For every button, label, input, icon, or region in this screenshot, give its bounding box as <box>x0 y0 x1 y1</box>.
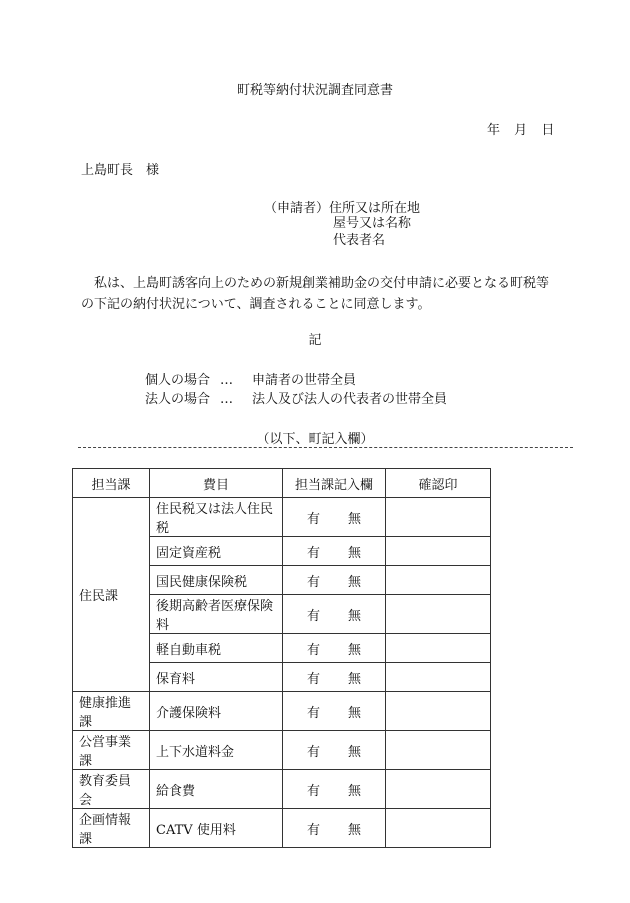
case-individual <box>145 373 356 389</box>
entry-cell[interactable] <box>283 537 386 566</box>
no-option[interactable]: 無 <box>348 511 362 527</box>
no-option[interactable]: 無 <box>348 642 362 658</box>
item-cell: CATV 使用料 <box>150 809 283 848</box>
yes-option[interactable]: 有 <box>306 822 320 838</box>
stamp-cell[interactable] <box>386 498 491 537</box>
stamp-cell[interactable] <box>386 731 491 770</box>
dept-cell: 健康推進課 <box>73 692 150 731</box>
item-cell: 上下水道料金 <box>150 731 283 770</box>
stamp-cell[interactable] <box>386 537 491 566</box>
no-option[interactable]: 無 <box>348 608 362 624</box>
case-dots: … <box>220 373 233 388</box>
consent-statement: 私は、上島町誘客向上のための新規創業補助金の交付申請に必要となる町税等の下記の納付状況について、調査されることに同意します。 <box>81 276 550 312</box>
table-row <box>73 692 491 731</box>
item-cell: 保育料 <box>150 663 283 692</box>
yes-option[interactable]: 有 <box>306 574 320 590</box>
header-item: 費目 <box>150 469 283 498</box>
no-option[interactable]: 無 <box>348 744 362 760</box>
dept-cell: 企画情報課 <box>73 809 150 848</box>
item-cell: 軽自動車税 <box>150 634 283 663</box>
case-label: 個人の場合 <box>145 373 211 388</box>
stamp-cell[interactable] <box>386 566 491 595</box>
entry-cell[interactable] <box>283 663 386 692</box>
entry-cell[interactable] <box>283 770 386 809</box>
no-option[interactable]: 無 <box>348 545 362 561</box>
date-year: 年 <box>487 123 501 138</box>
no-option[interactable]: 無 <box>348 705 362 721</box>
applicant-address-label: （申請者）住所又は所在地 <box>264 201 421 216</box>
item-cell: 給食費 <box>150 770 283 809</box>
entry-cell[interactable] <box>283 692 386 731</box>
table-row <box>73 809 491 848</box>
yes-option[interactable]: 有 <box>306 671 320 687</box>
no-option[interactable]: 無 <box>348 783 362 799</box>
item-cell: 介護保険料 <box>150 692 283 731</box>
entry-cell[interactable] <box>283 731 386 770</box>
yes-option[interactable]: 有 <box>306 511 320 527</box>
header-dept: 担当課 <box>73 469 150 498</box>
date-line <box>487 123 554 139</box>
header-stamp: 確認印 <box>386 469 491 498</box>
date-month: 月 <box>514 123 528 138</box>
tax-status-table <box>72 468 491 848</box>
entry-cell[interactable] <box>283 595 386 634</box>
item-cell: 住民税又は法人住民税 <box>150 498 283 537</box>
office-use-label: （以下、町記入欄） <box>256 432 374 447</box>
applicant-name-label: 屋号又は名称 <box>333 216 412 231</box>
no-option[interactable]: 無 <box>348 574 362 590</box>
case-corporation <box>145 392 447 408</box>
table-row <box>73 498 491 537</box>
case-desc: 申請者の世帯全員 <box>252 373 357 388</box>
ki-heading: 記 <box>308 333 322 348</box>
no-option[interactable]: 無 <box>348 671 362 687</box>
table-header-row <box>73 469 491 498</box>
entry-cell[interactable] <box>283 634 386 663</box>
yes-option[interactable]: 有 <box>306 744 320 760</box>
dept-cell: 住民課 <box>73 498 150 692</box>
item-cell: 後期高齢者医療保険料 <box>150 595 283 634</box>
entry-cell[interactable] <box>283 498 386 537</box>
case-dots: … <box>220 392 233 407</box>
dashed-separator <box>78 447 573 448</box>
case-label: 法人の場合 <box>145 392 211 407</box>
yes-option[interactable]: 有 <box>306 705 320 721</box>
stamp-cell[interactable] <box>386 634 491 663</box>
applicant-representative-label: 代表者名 <box>333 233 386 248</box>
stamp-cell[interactable] <box>386 663 491 692</box>
entry-cell[interactable] <box>283 809 386 848</box>
no-option[interactable]: 無 <box>348 822 362 838</box>
dept-cell: 教育委員会 <box>73 770 150 809</box>
table-row <box>73 731 491 770</box>
document-title: 町税等納付状況調査同意書 <box>236 83 393 98</box>
item-cell: 国民健康保険税 <box>150 566 283 595</box>
stamp-cell[interactable] <box>386 595 491 634</box>
dept-cell: 公営事業課 <box>73 731 150 770</box>
stamp-cell[interactable] <box>386 809 491 848</box>
date-day: 日 <box>541 123 555 138</box>
yes-option[interactable]: 有 <box>306 545 320 561</box>
item-cell: 固定資産税 <box>150 537 283 566</box>
yes-option[interactable]: 有 <box>306 608 320 624</box>
entry-cell[interactable] <box>283 566 386 595</box>
case-desc: 法人及び法人の代表者の世帯全員 <box>252 392 448 407</box>
stamp-cell[interactable] <box>386 770 491 809</box>
yes-option[interactable]: 有 <box>306 642 320 658</box>
yes-option[interactable]: 有 <box>306 783 320 799</box>
header-entry: 担当課記入欄 <box>283 469 386 498</box>
stamp-cell[interactable] <box>386 692 491 731</box>
addressee: 上島町長 様 <box>81 163 160 178</box>
table-row <box>73 770 491 809</box>
